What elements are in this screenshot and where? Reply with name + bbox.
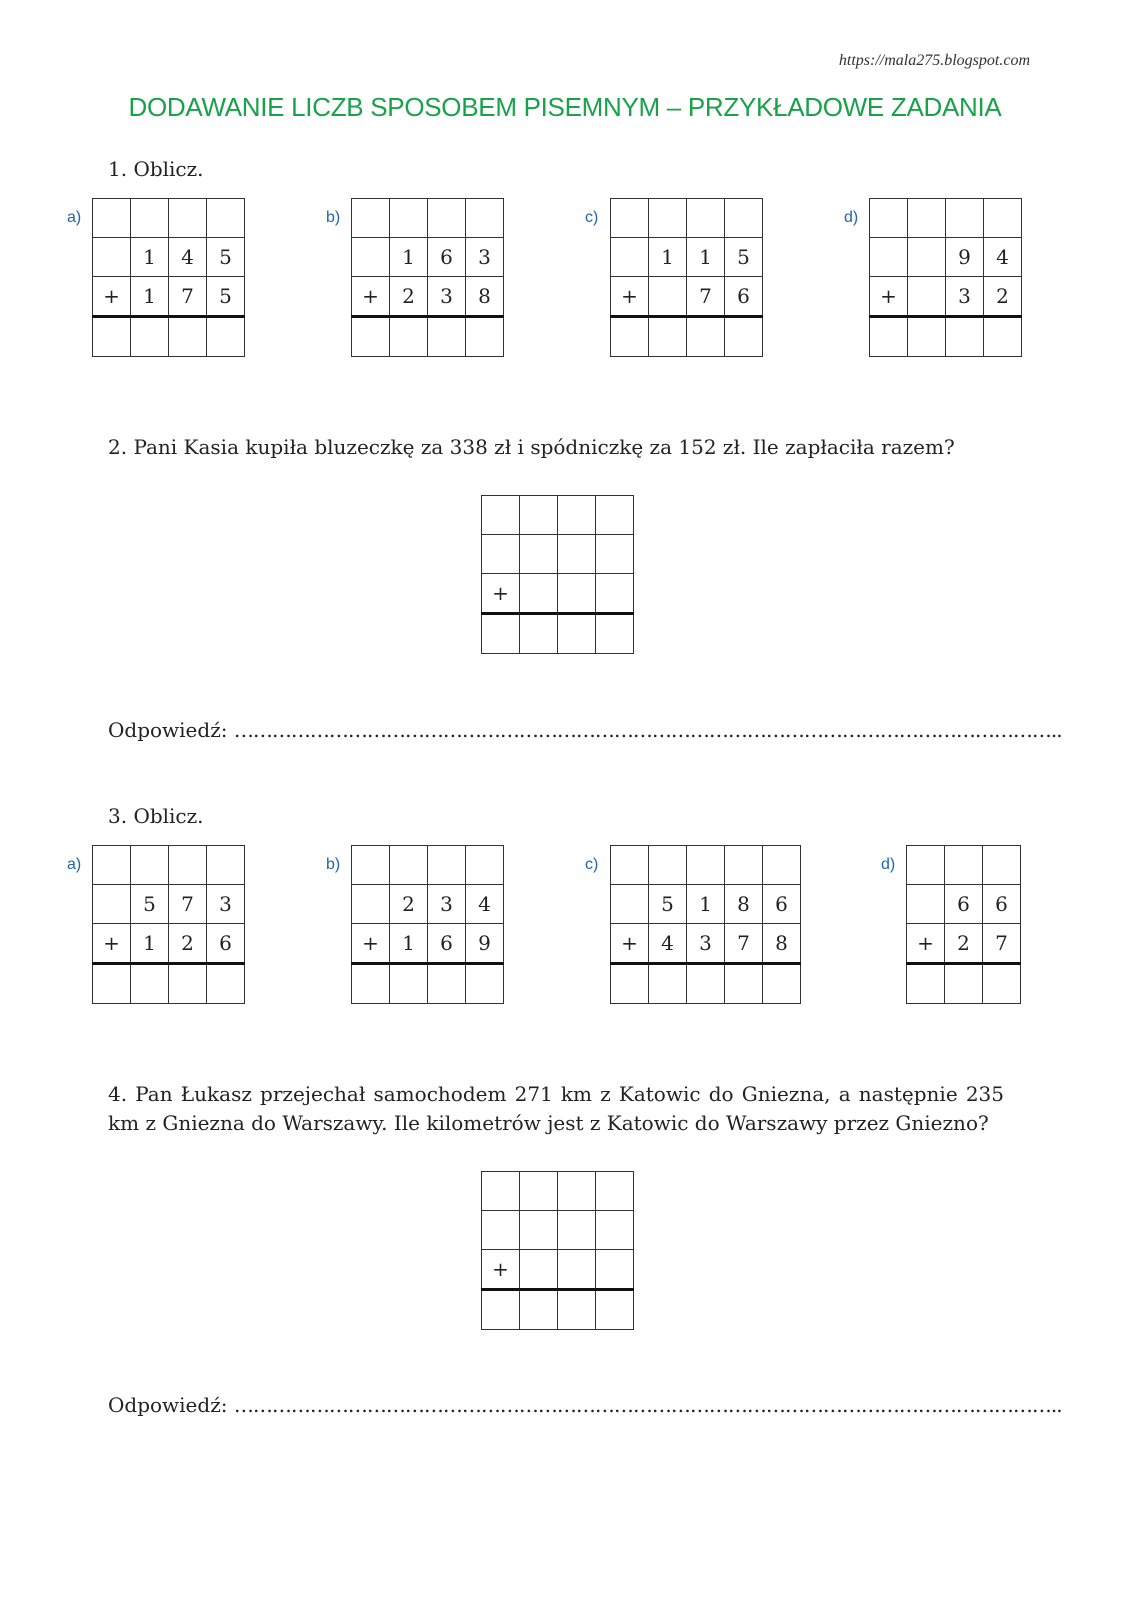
task1-label-b: b) xyxy=(326,209,341,226)
answer-cell[interactable] xyxy=(93,199,131,238)
digit-cell: 5 xyxy=(207,238,245,277)
grid-row xyxy=(352,238,504,277)
digit-cell xyxy=(611,238,649,277)
answer-cell[interactable] xyxy=(558,496,596,535)
answer-cell[interactable] xyxy=(207,317,245,357)
task1-label-d: d) xyxy=(844,209,859,226)
grid-row xyxy=(352,885,504,924)
digit-cell xyxy=(93,885,131,924)
grid-row xyxy=(93,846,245,885)
digit-cell: 8 xyxy=(725,885,763,924)
task3-label-a: a) xyxy=(67,856,82,873)
answer-cell[interactable] xyxy=(763,846,801,885)
grid-row xyxy=(611,277,763,317)
task2-answer-dots[interactable]: ………………………………………………………………………………………………………………….. xyxy=(233,718,1062,742)
digit-cell: 3 xyxy=(466,238,504,277)
answer-cell[interactable] xyxy=(352,199,390,238)
digit-cell: 1 xyxy=(131,238,169,277)
plus-sign: + xyxy=(482,1250,520,1290)
digit-cell: 2 xyxy=(169,924,207,964)
answer-cell[interactable] xyxy=(466,317,504,357)
task1-grid-d xyxy=(869,198,1022,357)
plus-sign: + xyxy=(352,277,390,317)
digit-cell: 5 xyxy=(131,885,169,924)
answer-cell[interactable] xyxy=(131,846,169,885)
plus-sign: + xyxy=(611,277,649,317)
answer-cell[interactable] xyxy=(946,199,984,238)
digit-cell: 5 xyxy=(725,238,763,277)
task2-text: 2. Pani Kasia kupiła bluzeczkę za 338 zł i spódniczkę za 152 zł. Ile zapłaciła razem? xyxy=(108,435,955,459)
answer-cell[interactable] xyxy=(908,317,946,357)
plus-sign: + xyxy=(93,924,131,964)
answer-cell[interactable] xyxy=(482,1290,520,1330)
digit-cell: 3 xyxy=(428,885,466,924)
grid-row xyxy=(482,535,634,574)
digit-cell: 1 xyxy=(649,238,687,277)
digit-cell: 7 xyxy=(983,924,1021,964)
digit-cell xyxy=(649,277,687,317)
grid-row xyxy=(482,1172,634,1211)
answer-cell[interactable] xyxy=(520,1290,558,1330)
digit-cell xyxy=(558,535,596,574)
answer-cell[interactable] xyxy=(649,317,687,357)
digit-cell: 4 xyxy=(984,238,1022,277)
digit-cell: 7 xyxy=(687,277,725,317)
answer-cell[interactable] xyxy=(482,614,520,654)
answer-cell[interactable] xyxy=(520,496,558,535)
blog-url: https://mala275.blogspot.com xyxy=(838,52,1030,69)
grid-row xyxy=(482,1211,634,1250)
answer-cell[interactable] xyxy=(169,199,207,238)
digit-cell: 1 xyxy=(687,885,725,924)
plus-sign: + xyxy=(870,277,908,317)
answer-cell[interactable] xyxy=(207,964,245,1004)
digit-cell: 1 xyxy=(131,277,169,317)
answer-cell[interactable] xyxy=(390,964,428,1004)
answer-cell[interactable] xyxy=(558,614,596,654)
answer-cell[interactable] xyxy=(649,846,687,885)
task4-text: 4. Pan Łukasz przejechał samochodem 271 km z Katowic do Gniezna, a następnie 235 km z Gniezna do Warszawy. Ile kilometrów jest z Katowic do Warszawy przez Gniezno? xyxy=(108,1082,1004,1135)
digit-cell: 1 xyxy=(687,238,725,277)
task3-grid-a xyxy=(92,845,245,1004)
answer-cell[interactable] xyxy=(687,846,725,885)
grid-row xyxy=(482,574,634,614)
digit-cell: 6 xyxy=(207,924,245,964)
answer-cell[interactable] xyxy=(131,964,169,1004)
digit-cell: 1 xyxy=(131,924,169,964)
answer-cell[interactable] xyxy=(520,1172,558,1211)
grid-row xyxy=(907,964,1021,1004)
answer-cell[interactable] xyxy=(93,317,131,357)
answer-cell[interactable] xyxy=(352,317,390,357)
answer-cell[interactable] xyxy=(945,964,983,1004)
digit-cell: 2 xyxy=(945,924,983,964)
task2-answer-label: Odpowiedź: xyxy=(108,718,228,742)
answer-cell[interactable] xyxy=(169,317,207,357)
digit-cell xyxy=(482,535,520,574)
grid-row xyxy=(482,614,634,654)
digit-cell: 4 xyxy=(169,238,207,277)
digit-cell xyxy=(520,574,558,614)
answer-cell[interactable] xyxy=(428,846,466,885)
digit-cell xyxy=(908,277,946,317)
digit-cell: 6 xyxy=(725,277,763,317)
task1-grid-c xyxy=(610,198,763,357)
answer-cell[interactable] xyxy=(207,846,245,885)
answer-cell[interactable] xyxy=(984,199,1022,238)
answer-cell[interactable] xyxy=(611,846,649,885)
task3-label-b: b) xyxy=(326,856,341,873)
digit-cell: 9 xyxy=(946,238,984,277)
task1-grid-b xyxy=(351,198,504,357)
answer-cell[interactable] xyxy=(466,199,504,238)
answer-cell[interactable] xyxy=(649,199,687,238)
grid-row xyxy=(93,885,245,924)
grid-row xyxy=(93,199,245,238)
answer-cell[interactable] xyxy=(131,199,169,238)
digit-cell: 2 xyxy=(984,277,1022,317)
digit-cell: 7 xyxy=(169,885,207,924)
answer-cell[interactable] xyxy=(946,317,984,357)
digit-cell xyxy=(93,238,131,277)
answer-cell[interactable] xyxy=(725,964,763,1004)
answer-cell[interactable] xyxy=(945,846,983,885)
digit-cell xyxy=(352,238,390,277)
answer-cell[interactable] xyxy=(466,964,504,1004)
grid-row xyxy=(611,924,801,964)
grid-row xyxy=(611,199,763,238)
answer-cell[interactable] xyxy=(482,496,520,535)
grid-row xyxy=(482,1290,634,1330)
digit-cell: 6 xyxy=(945,885,983,924)
digit-cell xyxy=(558,1250,596,1290)
answer-cell[interactable] xyxy=(558,1172,596,1211)
answer-cell[interactable] xyxy=(352,964,390,1004)
grid-row xyxy=(93,924,245,964)
digit-cell: 5 xyxy=(207,277,245,317)
digit-cell: 6 xyxy=(428,924,466,964)
page-title: DODAWANIE LICZB SPOSOBEM PISEMNYM – PRZYKŁADOWE ZADANIA xyxy=(128,92,1002,122)
answer-cell[interactable] xyxy=(482,1172,520,1211)
answer-cell[interactable] xyxy=(983,964,1021,1004)
grid-row xyxy=(611,238,763,277)
answer-cell[interactable] xyxy=(390,317,428,357)
grid-row xyxy=(93,964,245,1004)
digit-cell: 4 xyxy=(649,924,687,964)
digit-cell: 8 xyxy=(466,277,504,317)
answer-cell[interactable] xyxy=(169,964,207,1004)
digit-cell: 3 xyxy=(207,885,245,924)
answer-cell[interactable] xyxy=(207,199,245,238)
answer-cell[interactable] xyxy=(611,964,649,1004)
digit-cell xyxy=(596,535,634,574)
digit-cell: 1 xyxy=(390,924,428,964)
grid-row xyxy=(907,924,1021,964)
answer-cell[interactable] xyxy=(428,199,466,238)
answer-cell[interactable] xyxy=(131,317,169,357)
digit-cell: 2 xyxy=(390,277,428,317)
task1-label-a: a) xyxy=(67,209,82,226)
digit-cell: 5 xyxy=(649,885,687,924)
digit-cell: 1 xyxy=(390,238,428,277)
plus-sign: + xyxy=(482,574,520,614)
grid-row xyxy=(870,317,1022,357)
grid-row xyxy=(611,317,763,357)
task4-answer-dots[interactable]: ………………………………………………………………………………………………………………….. xyxy=(233,1393,1062,1417)
answer-cell[interactable] xyxy=(93,964,131,1004)
task3-heading: 3. Oblicz. xyxy=(108,804,204,828)
task3-grid-d xyxy=(906,845,1021,1004)
grid-row xyxy=(870,238,1022,277)
grid-row xyxy=(352,317,504,357)
digit-cell xyxy=(520,1250,558,1290)
grid-row xyxy=(93,317,245,357)
task3-grid-b xyxy=(351,845,504,1004)
plus-sign: + xyxy=(907,924,945,964)
digit-cell xyxy=(482,1211,520,1250)
plus-sign: + xyxy=(352,924,390,964)
answer-cell[interactable] xyxy=(611,317,649,357)
answer-cell[interactable] xyxy=(428,964,466,1004)
plus-sign: + xyxy=(611,924,649,964)
answer-cell[interactable] xyxy=(169,846,207,885)
grid-row xyxy=(907,846,1021,885)
grid-row xyxy=(482,496,634,535)
grid-row xyxy=(611,846,801,885)
answer-cell[interactable] xyxy=(725,317,763,357)
answer-cell[interactable] xyxy=(687,199,725,238)
answer-cell[interactable] xyxy=(466,846,504,885)
answer-cell[interactable] xyxy=(687,964,725,1004)
digit-cell xyxy=(520,1211,558,1250)
task1-grid-a xyxy=(92,198,245,357)
digit-cell xyxy=(558,574,596,614)
digit-cell: 2 xyxy=(390,885,428,924)
grid-row xyxy=(93,238,245,277)
answer-cell[interactable] xyxy=(596,1290,634,1330)
digit-cell: 7 xyxy=(169,277,207,317)
digit-cell xyxy=(908,238,946,277)
grid-row xyxy=(907,885,1021,924)
grid-row xyxy=(482,1250,634,1290)
grid-row xyxy=(352,277,504,317)
digit-cell xyxy=(596,1250,634,1290)
answer-cell[interactable] xyxy=(725,199,763,238)
answer-cell[interactable] xyxy=(687,317,725,357)
answer-cell[interactable] xyxy=(870,199,908,238)
task1-label-c: c) xyxy=(585,209,599,226)
answer-cell[interactable] xyxy=(596,496,634,535)
digit-cell: 8 xyxy=(763,924,801,964)
digit-cell: 6 xyxy=(763,885,801,924)
grid-row xyxy=(352,199,504,238)
digit-cell xyxy=(520,535,558,574)
answer-cell[interactable] xyxy=(596,614,634,654)
digit-cell: 4 xyxy=(466,885,504,924)
digit-cell: 6 xyxy=(983,885,1021,924)
grid-row xyxy=(870,277,1022,317)
task3-label-d: d) xyxy=(881,856,896,873)
digit-cell xyxy=(352,885,390,924)
answer-cell[interactable] xyxy=(558,1290,596,1330)
answer-cell[interactable] xyxy=(390,199,428,238)
plus-sign: + xyxy=(93,277,131,317)
digit-cell: 3 xyxy=(946,277,984,317)
answer-cell[interactable] xyxy=(907,846,945,885)
answer-cell[interactable] xyxy=(983,846,1021,885)
answer-cell[interactable] xyxy=(907,964,945,1004)
answer-cell[interactable] xyxy=(520,614,558,654)
task1-heading: 1. Oblicz. xyxy=(108,157,204,181)
task4-answer-label: Odpowiedź: xyxy=(108,1393,228,1417)
task2-grid xyxy=(481,495,634,654)
digit-cell: 9 xyxy=(466,924,504,964)
digit-cell xyxy=(596,1211,634,1250)
answer-cell[interactable] xyxy=(93,846,131,885)
grid-row xyxy=(352,924,504,964)
answer-cell[interactable] xyxy=(725,846,763,885)
answer-cell[interactable] xyxy=(596,1172,634,1211)
answer-cell[interactable] xyxy=(390,846,428,885)
digit-cell xyxy=(907,885,945,924)
task4-answer-line xyxy=(108,1393,1062,1417)
grid-row xyxy=(611,964,801,1004)
answer-cell[interactable] xyxy=(611,199,649,238)
answer-cell[interactable] xyxy=(352,846,390,885)
grid-row xyxy=(870,199,1022,238)
digit-cell xyxy=(870,238,908,277)
task2-answer-line xyxy=(108,718,1062,742)
answer-cell[interactable] xyxy=(763,964,801,1004)
digit-cell xyxy=(611,885,649,924)
digit-cell xyxy=(558,1211,596,1250)
task3-label-c: c) xyxy=(585,856,599,873)
digit-cell: 6 xyxy=(428,238,466,277)
answer-cell[interactable] xyxy=(908,199,946,238)
answer-cell[interactable] xyxy=(649,964,687,1004)
grid-row xyxy=(352,846,504,885)
task3-grid-c xyxy=(610,845,801,1004)
answer-cell[interactable] xyxy=(870,317,908,357)
grid-row xyxy=(352,964,504,1004)
answer-cell[interactable] xyxy=(984,317,1022,357)
grid-row xyxy=(611,885,801,924)
digit-cell: 3 xyxy=(428,277,466,317)
grid-row xyxy=(93,277,245,317)
digit-cell xyxy=(596,574,634,614)
digit-cell: 7 xyxy=(725,924,763,964)
task4-grid xyxy=(481,1171,634,1330)
digit-cell: 3 xyxy=(687,924,725,964)
answer-cell[interactable] xyxy=(428,317,466,357)
